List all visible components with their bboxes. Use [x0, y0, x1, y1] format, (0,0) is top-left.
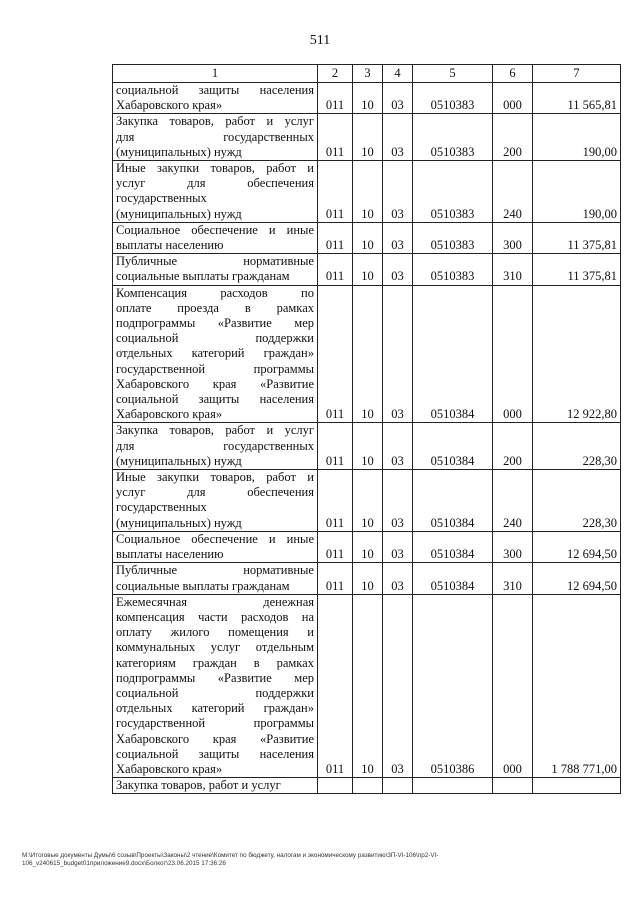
amount-cell: 11 375,81	[533, 222, 621, 253]
header-cell: 1	[113, 65, 318, 83]
section-code-cell: 10	[353, 83, 383, 114]
target-article-cell: 0510384	[413, 285, 493, 423]
header-cell: 5	[413, 65, 493, 83]
subsection-code-cell: 03	[383, 254, 413, 285]
expense-name-cell	[113, 114, 318, 161]
expense-name-line: Ежемесячная денежная	[116, 594, 314, 609]
target-article-cell: 0510384	[413, 470, 493, 532]
target-article-cell: 0510383	[413, 222, 493, 253]
subsection-code-cell: 03	[383, 83, 413, 114]
expense-type-cell: 300	[493, 531, 533, 562]
expense-type-cell: 310	[493, 563, 533, 594]
table-row	[113, 423, 621, 470]
expense-type-cell: 310	[493, 254, 533, 285]
expense-name-line: Компенсация расходов по	[116, 285, 314, 300]
amount-cell: 12 922,80	[533, 285, 621, 423]
expense-name-line: оплату жилого помещения и	[116, 625, 314, 640]
section-code-cell: 10	[353, 470, 383, 532]
expense-name-cell	[113, 423, 318, 470]
target-article-cell: 0510386	[413, 594, 493, 777]
ministry-code-cell: 011	[318, 594, 353, 777]
target-article-cell	[413, 778, 493, 794]
expense-name-line: социальной защиты населения	[116, 746, 314, 761]
expense-name-line: социальной поддержки	[116, 685, 314, 700]
amount-cell: 11 565,81	[533, 83, 621, 114]
expense-name-line: Хабаровского края «Развитие	[116, 731, 314, 746]
ministry-code-cell: 011	[318, 285, 353, 423]
target-article-cell: 0510383	[413, 254, 493, 285]
expense-name-line: социальной защиты населения	[116, 83, 314, 97]
amount-cell: 1 788 771,00	[533, 594, 621, 777]
file-path-footer	[22, 852, 622, 868]
amount-cell: 190,00	[533, 114, 621, 161]
target-article-cell: 0510383	[413, 83, 493, 114]
expense-name-line: коммунальных услуг отдельным	[116, 640, 314, 655]
ministry-code-cell: 011	[318, 222, 353, 253]
table-row	[113, 83, 621, 114]
amount-cell: 12 694,50	[533, 563, 621, 594]
target-article-cell: 0510383	[413, 161, 493, 223]
expense-type-cell: 000	[493, 83, 533, 114]
section-code-cell: 10	[353, 594, 383, 777]
expense-type-cell: 200	[493, 114, 533, 161]
expense-name-line: Закупка товаров, работ и услуг	[116, 423, 314, 438]
expense-type-cell: 000	[493, 594, 533, 777]
expense-name-line: Хабаровского края»	[116, 407, 223, 422]
subsection-code-cell: 03	[383, 563, 413, 594]
expense-name-line: государственной программы	[116, 716, 314, 731]
expense-name-line: отдельных категорий граждан»	[116, 346, 314, 361]
expense-name-line: услуг для обеспечения	[116, 485, 314, 500]
amount-cell: 228,30	[533, 423, 621, 470]
subsection-code-cell: 03	[383, 470, 413, 532]
expense-type-cell: 240	[493, 470, 533, 532]
ministry-code-cell: 011	[318, 531, 353, 562]
expense-name-cell	[113, 594, 318, 777]
table-row	[113, 161, 621, 223]
expense-name-line: компенсация части расходов на	[116, 609, 314, 624]
expense-name-line: услуг для обеспечения	[116, 176, 314, 191]
expense-name-line: Хабаровского края «Развитие	[116, 376, 314, 391]
expense-name-line: выплаты населению	[116, 547, 224, 562]
table-row	[113, 285, 621, 423]
table-row	[113, 563, 621, 594]
expense-name-cell	[113, 778, 318, 794]
subsection-code-cell: 03	[383, 222, 413, 253]
expense-name-line: Социальное обеспечение и иные	[116, 531, 314, 546]
ministry-code-cell: 011	[318, 161, 353, 223]
expense-name-line: (муниципальных) нужд	[116, 453, 242, 468]
expense-type-cell: 200	[493, 423, 533, 470]
ministry-code-cell: 011	[318, 254, 353, 285]
table-row	[113, 222, 621, 253]
expense-name-line: выплаты населению	[116, 238, 224, 253]
table-row	[113, 594, 621, 777]
table-row	[113, 778, 621, 794]
expense-type-cell: 000	[493, 285, 533, 423]
header-cell: 3	[353, 65, 383, 83]
ministry-code-cell: 011	[318, 470, 353, 532]
expense-name-cell	[113, 285, 318, 423]
expense-name-line: (муниципальных) нужд	[116, 515, 242, 530]
ministry-code-cell: 011	[318, 83, 353, 114]
subsection-code-cell: 03	[383, 594, 413, 777]
expense-name-line: оплате проезда в рамках	[116, 300, 314, 315]
footer-line: M:\Итоговые документы Думы\6 созыв\Проекты\Законы\2 чтение\Комитет по бюджету, налогам и экономическому развитию\3П-VI-106\пр2-VI-	[22, 852, 439, 859]
header-cell: 7	[533, 65, 621, 83]
subsection-code-cell: 03	[383, 114, 413, 161]
expense-type-cell: 300	[493, 222, 533, 253]
expense-name-line: Социальное обеспечение и иные	[116, 222, 314, 237]
expense-name-line: категориям граждан в рамках	[116, 655, 314, 670]
section-code-cell	[353, 778, 383, 794]
subsection-code-cell: 03	[383, 285, 413, 423]
expense-name-line: государственных	[116, 500, 207, 515]
section-code-cell: 10	[353, 161, 383, 223]
expense-name-line: для государственных	[116, 129, 314, 144]
table-row	[113, 254, 621, 285]
expense-name-line: Хабаровского края»	[116, 761, 223, 776]
section-code-cell: 10	[353, 254, 383, 285]
expense-name-line: социальной поддержки	[116, 331, 314, 346]
expense-type-cell	[493, 778, 533, 794]
target-article-cell: 0510383	[413, 114, 493, 161]
expense-name-cell	[113, 470, 318, 532]
subsection-code-cell: 03	[383, 531, 413, 562]
subsection-code-cell: 03	[383, 161, 413, 223]
expense-name-line: Хабаровского края»	[116, 98, 223, 113]
ministry-code-cell	[318, 778, 353, 794]
target-article-cell: 0510384	[413, 423, 493, 470]
expense-name-line: подпрограммы «Развитие мер	[116, 670, 314, 685]
expense-name-line: государственных	[116, 191, 207, 206]
expense-name-cell	[113, 563, 318, 594]
expense-name-line: подпрограммы «Развитие мер	[116, 316, 314, 331]
expense-name-line: Закупка товаров, работ и услуг	[116, 114, 314, 129]
expense-name-line: (муниципальных) нужд	[116, 206, 242, 221]
expense-name-line: социальные выплаты гражданам	[116, 269, 290, 284]
expense-name-line: Публичные нормативные	[116, 563, 314, 578]
ministry-code-cell: 011	[318, 114, 353, 161]
table-row	[113, 531, 621, 562]
expense-name-cell	[113, 161, 318, 223]
table-header-row	[113, 65, 621, 83]
ministry-code-cell: 011	[318, 563, 353, 594]
amount-cell: 12 694,50	[533, 531, 621, 562]
ministry-code-cell: 011	[318, 423, 353, 470]
header-cell: 4	[383, 65, 413, 83]
budget-table	[112, 64, 621, 794]
table-row	[113, 114, 621, 161]
subsection-code-cell	[383, 778, 413, 794]
header-cell: 6	[493, 65, 533, 83]
target-article-cell: 0510384	[413, 531, 493, 562]
amount-cell: 228,30	[533, 470, 621, 532]
amount-cell	[533, 778, 621, 794]
expense-type-cell: 240	[493, 161, 533, 223]
expense-name-line: (муниципальных) нужд	[116, 144, 242, 159]
amount-cell: 190,00	[533, 161, 621, 223]
expense-name-line: для государственных	[116, 438, 314, 453]
target-article-cell: 0510384	[413, 563, 493, 594]
section-code-cell: 10	[353, 285, 383, 423]
section-code-cell: 10	[353, 114, 383, 161]
expense-name-line: Публичные нормативные	[116, 254, 314, 269]
footer-line: 106_v240615_budget01приложение9.docx\Болкот\23.06.2015 17:36:26	[22, 860, 226, 867]
page-number: 511	[309, 33, 331, 48]
expense-name-cell	[113, 222, 318, 253]
expense-name-line: государственной программы	[116, 361, 314, 376]
expense-name-line: Иные закупки товаров, работ и	[116, 470, 314, 485]
section-code-cell: 10	[353, 423, 383, 470]
expense-name-line: социальной защиты населения	[116, 392, 314, 407]
header-cell: 2	[318, 65, 353, 83]
expense-name-cell	[113, 83, 318, 114]
section-code-cell: 10	[353, 563, 383, 594]
table-row	[113, 470, 621, 532]
expense-name-line: отдельных категорий граждан»	[116, 701, 314, 716]
expense-name-cell	[113, 254, 318, 285]
expense-name-line: Закупка товаров, работ и услуг	[116, 778, 281, 793]
subsection-code-cell: 03	[383, 423, 413, 470]
expense-name-line: социальные выплаты гражданам	[116, 578, 290, 593]
amount-cell: 11 375,81	[533, 254, 621, 285]
expense-name-line: Иные закупки товаров, работ и	[116, 161, 314, 176]
section-code-cell: 10	[353, 531, 383, 562]
section-code-cell: 10	[353, 222, 383, 253]
expense-name-cell	[113, 531, 318, 562]
